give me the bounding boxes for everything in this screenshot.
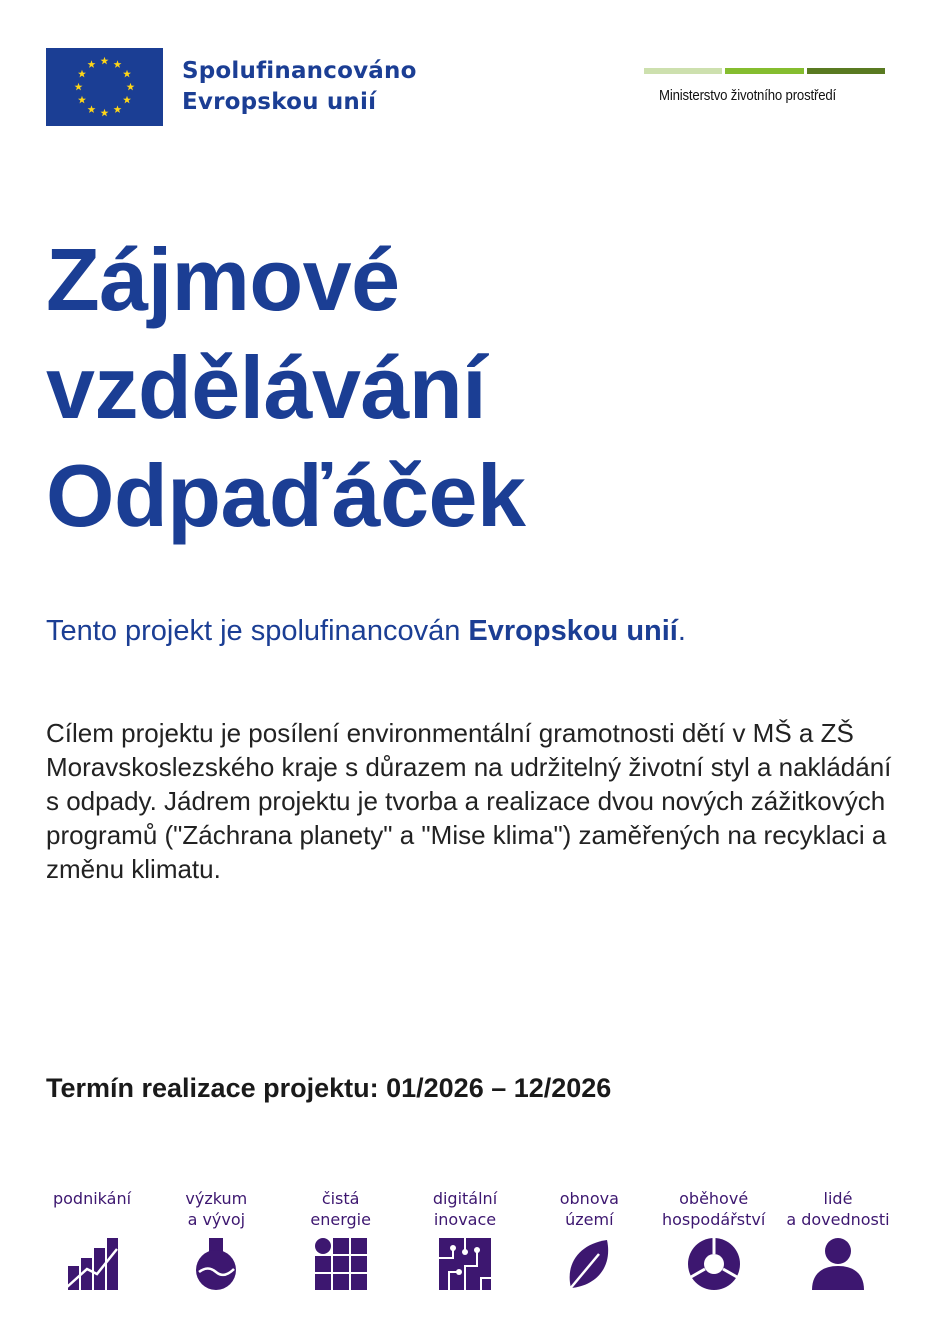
ministry-name: Ministerstvo životního prostředí — [659, 87, 837, 104]
theme-label: oběhové hospodářství — [662, 1189, 766, 1229]
cofinancing-statement — [46, 612, 686, 650]
flask-icon — [188, 1236, 244, 1292]
cofinancing-suffix: . — [677, 615, 686, 647]
title-line-3: Odpaďáček — [46, 446, 526, 545]
theme-vyzkum — [154, 1188, 278, 1292]
solar-panel-icon — [313, 1236, 369, 1292]
circuit-icon — [437, 1236, 493, 1292]
theme-label: výzkum a vývoj — [185, 1189, 248, 1229]
theme-label: podnikání — [52, 1189, 132, 1208]
theme-label: lidé a dovednosti — [786, 1189, 890, 1229]
eu-logo-text — [182, 56, 417, 118]
theme-podnikani — [30, 1188, 154, 1292]
theme-label: obnova území — [559, 1189, 619, 1229]
theme-obnova-uzemi — [527, 1188, 651, 1292]
project-term: Termín realizace projektu: 01/2026 – 12/2026 — [46, 1073, 612, 1103]
circular-arrows-icon — [686, 1236, 742, 1292]
theme-digitalni-inovace — [403, 1188, 527, 1292]
title-line-2: vzdělávání — [46, 338, 487, 437]
theme-label: čistá energie — [310, 1189, 371, 1229]
cofinancing-prefix: Tento projekt je spolufinancován — [46, 615, 469, 647]
eu-logo-line-1: Spolufinancováno — [182, 58, 417, 84]
project-description: Cílem projektu je posílení environmentální gramotnosti dětí v MŠ a ZŠ Moravskoslezského kraje s důrazem na udržitelný životní styl a nakládání s odpady. Jádrem projektu je tvorba a realizace dvou nových zážitkových programů ("Záchrana planety" a "Mise klima") zaměřených na recyklaci a změnu klimatu. — [46, 718, 892, 884]
theme-label: digitální inovace — [432, 1189, 498, 1229]
chart-growth-icon — [64, 1236, 120, 1292]
leaf-icon — [561, 1236, 617, 1292]
ministry-color-bars — [644, 68, 885, 74]
page-title — [46, 226, 525, 550]
cofinancing-emphasis: Evropskou unií — [468, 615, 678, 647]
ministry-logo — [644, 68, 885, 104]
theme-cista-energie — [279, 1188, 403, 1292]
theme-icons-row — [30, 1188, 900, 1292]
eu-flag-icon — [46, 48, 163, 126]
ministry-bar-1 — [644, 68, 722, 74]
ministry-bar-2 — [725, 68, 803, 74]
theme-lide-dovednosti — [776, 1188, 900, 1292]
ministry-bar-3 — [807, 68, 885, 74]
person-icon — [810, 1236, 866, 1292]
title-line-1: Zájmové — [46, 230, 400, 329]
eu-logo-line-2: Evropskou unií — [182, 89, 377, 115]
eu-cofinancing-logo — [46, 48, 417, 126]
theme-obehove-hospodarstvi — [652, 1188, 776, 1292]
